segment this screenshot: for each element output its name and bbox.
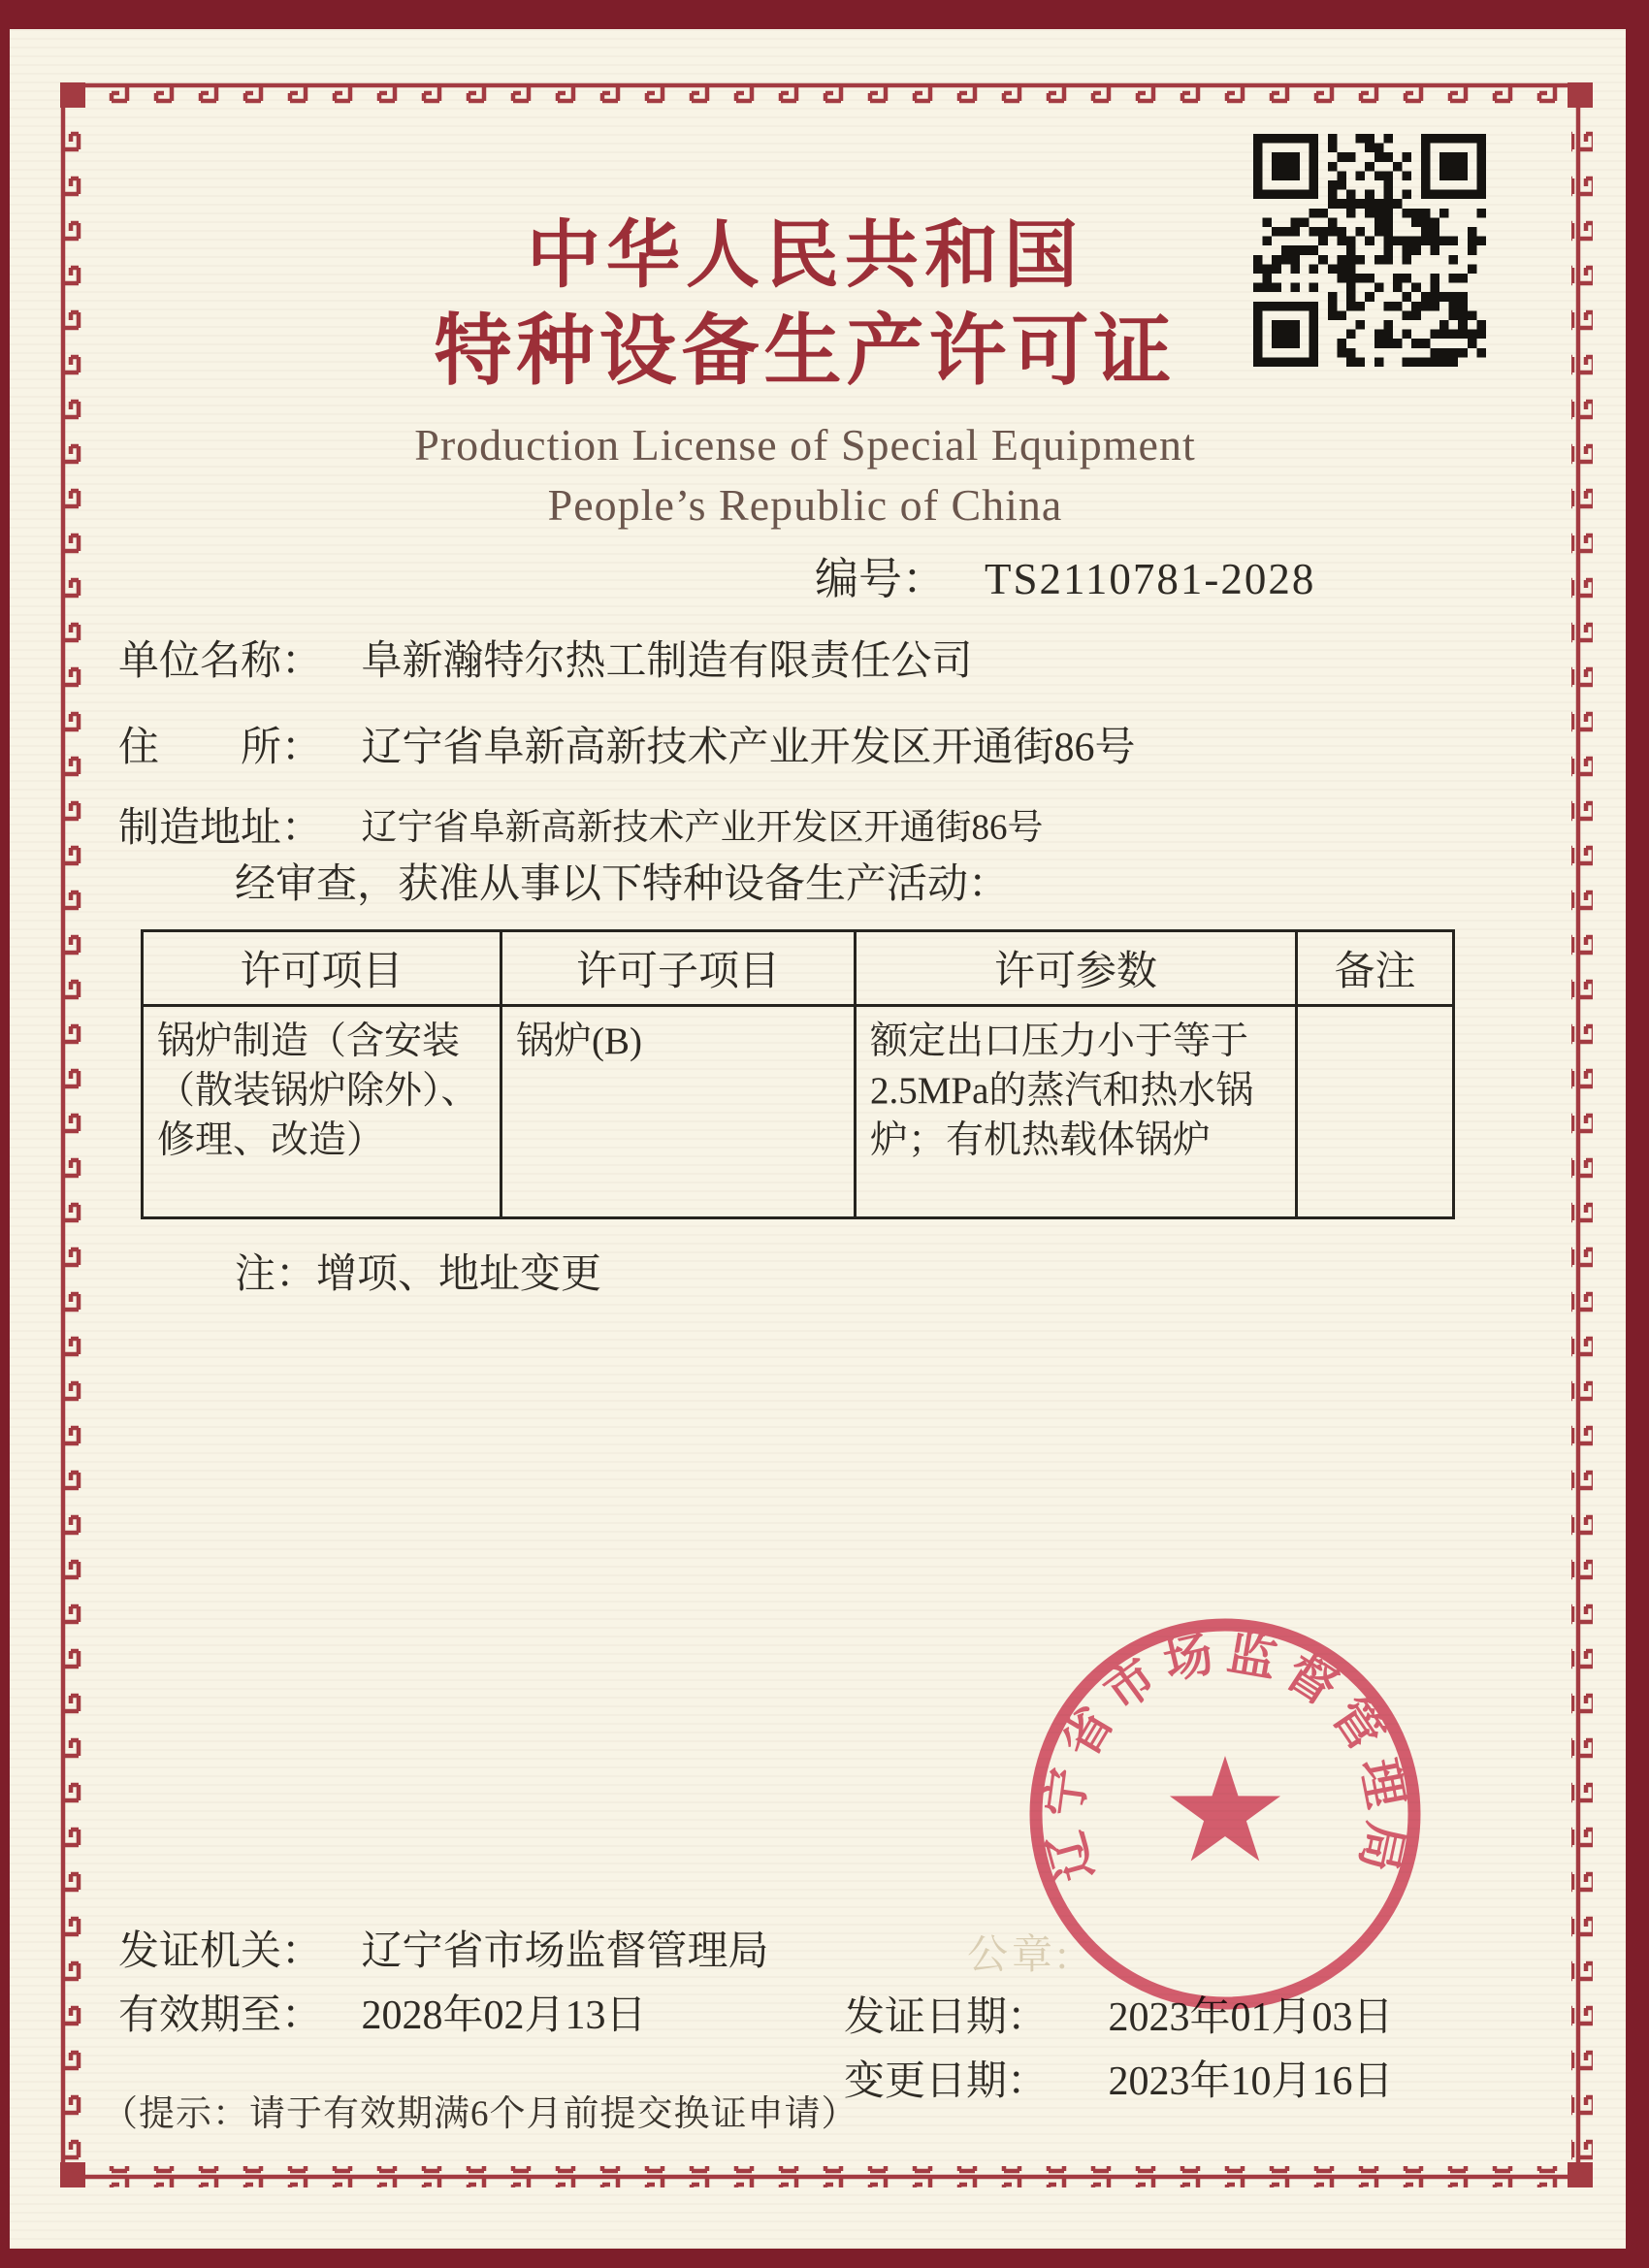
issue-date-label: 发证日期： [844,1995,1049,2040]
license-number-value: TS2110781-2028 [985,555,1316,603]
issuing-authority-label: 发证机关： [118,1929,323,1974]
seal-text: 辽宁省市场监督管理局 [1036,1625,1414,1888]
address-value: 辽宁省阜新高新技术产业开发区开通街86号 [361,726,1136,770]
company-name-value: 阜新瀚特尔热工制造有限责任公司 [361,639,973,684]
valid-until-value: 2028年02月13日 [361,1993,647,2038]
svg-text:辽宁省市场监督管理局 [1036,1625,1413,1887]
cell-licensed-item: 锅炉制造（含安装（散装锅炉除外）、修理、改造） [143,1006,501,1218]
table-header-row [143,931,1454,1006]
header-licensed-parameters: 许可参数 [856,931,1297,1006]
header-licensed-subitem: 许可子项目 [501,931,856,1006]
license-table [141,929,1455,1219]
header-remarks: 备注 [1297,931,1454,1006]
issuing-authority-value: 辽宁省市场监督管理局 [361,1929,769,1974]
field-change-date [844,2049,1394,2107]
field-address [118,715,1136,773]
title-license: 特种设备生产许可证 [434,308,1177,394]
valid-until-label: 有效期至： [118,1993,323,2038]
table-row [143,1006,1454,1218]
renewal-hint: （提示：请于有效期满6个月前提交换证申请） [102,2094,858,2134]
manufacturing-address-label: 制造地址： [118,806,323,851]
license-number-label: 编号： [815,555,947,603]
official-seal-caption: 公章: [967,1933,1072,1978]
company-name-label: 单位名称： [118,639,323,684]
change-date-label: 变更日期： [844,2059,1049,2104]
subtitle-english-1: Production License of Special Equipment [414,420,1196,470]
red-star-icon [1170,1756,1280,1862]
approval-statement: 经审查，获准从事以下特种设备生产活动： [235,862,1010,907]
amendment-note: 注：增项、地址变更 [235,1252,602,1297]
field-valid-until [118,1983,647,2041]
cell-licensed-parameters: 额定出口压力小于等于2.5MPa的蒸汽和热水锅炉；有机热载体锅炉 [856,1006,1297,1218]
manufacturing-address-value: 辽宁省阜新高新技术产业开发区开通街86号 [361,808,1044,848]
field-issuing-authority [118,1919,769,1977]
cell-remarks [1297,1006,1454,1218]
title-country: 中华人民共和国 [527,214,1083,297]
change-date-value: 2023年10月16日 [1108,2059,1394,2104]
license-number-row [815,543,1315,606]
issue-date-value: 2023年01月03日 [1108,1995,1394,2040]
address-label: 住 所： [118,726,323,770]
title-block [116,210,1494,535]
cell-licensed-subitem: 锅炉(B) [501,1006,856,1218]
field-company-name [118,629,973,687]
official-seal [1017,1605,1434,2023]
header-licensed-item: 许可项目 [143,931,501,1006]
subtitle-english-2: People’s Republic of China [547,480,1063,530]
field-manufacturing-address [118,795,1044,854]
